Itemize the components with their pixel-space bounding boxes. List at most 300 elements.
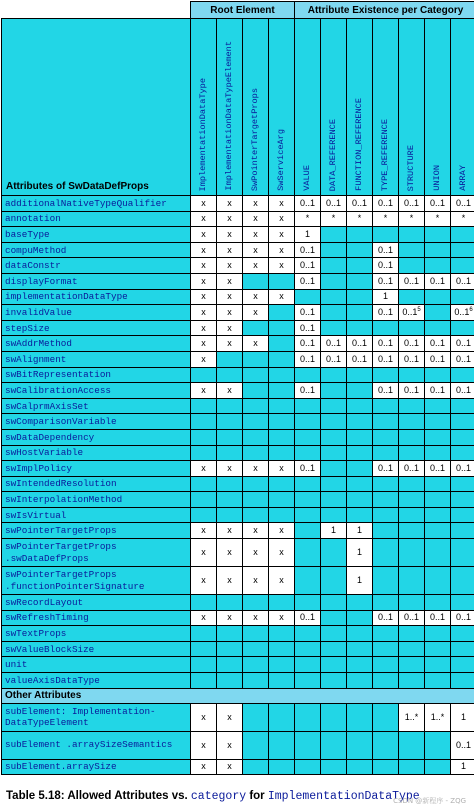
- table-cell: [243, 211, 269, 227]
- root-column-header: [191, 19, 217, 196]
- table-cell: [269, 673, 295, 689]
- cell-value: x: [201, 711, 206, 722]
- table-cell: [191, 336, 217, 352]
- attribute-name: stepSize: [2, 320, 191, 336]
- table-cell: [399, 211, 425, 227]
- table-cell: [191, 476, 217, 492]
- table-cell: [217, 641, 243, 657]
- table-cell: [373, 641, 399, 657]
- cell-value: 0..1: [430, 384, 446, 395]
- table-cell: [373, 320, 399, 336]
- table-cell: [295, 258, 321, 274]
- table-cell: [425, 507, 451, 523]
- cell-value: 0..1: [352, 353, 368, 364]
- table-cell: [347, 539, 373, 567]
- table-cell: [243, 445, 269, 461]
- attribute-name: swPointerTargetProps .functionPointerSignature: [2, 567, 191, 595]
- table-cell: [399, 567, 425, 595]
- table-cell: [295, 367, 321, 383]
- table-cell: [269, 320, 295, 336]
- table-cell: [451, 461, 474, 477]
- table-cell: [347, 476, 373, 492]
- table-cell: [321, 492, 347, 508]
- table-cell: [373, 305, 399, 321]
- table-cell: [425, 429, 451, 445]
- table-cell: [399, 227, 425, 243]
- cell-value: x: [253, 291, 258, 302]
- table-cell: [451, 539, 474, 567]
- table-row: [2, 336, 474, 352]
- table-cell: [295, 320, 321, 336]
- table-cell: [217, 211, 243, 227]
- table-cell: [243, 626, 269, 642]
- cell-value: x: [201, 761, 206, 772]
- root-column-header: [217, 19, 243, 196]
- table-cell: [399, 336, 425, 352]
- attribute-name: swCalprmAxisSet: [2, 398, 191, 414]
- table-cell: [191, 320, 217, 336]
- table-cell: [425, 242, 451, 258]
- table-cell: [347, 492, 373, 508]
- category-column-label: DATA_REFERENCE: [328, 118, 339, 191]
- cell-value: 0..1: [456, 384, 472, 395]
- table-cell: [191, 383, 217, 399]
- table-cell: [217, 367, 243, 383]
- root-column-label: SwPointerTargetProps: [250, 87, 260, 191]
- table-row: [2, 305, 474, 321]
- cell-value: 0..1: [456, 462, 472, 473]
- cell-value: *: [383, 213, 388, 224]
- attribute-name: invalidValue: [2, 305, 191, 321]
- table-cell: [373, 383, 399, 399]
- table-cell: [425, 703, 451, 731]
- category-column-label: TYPE_REFERENCE: [380, 118, 391, 191]
- cell-value: 0..1: [326, 338, 342, 349]
- cell-value: 0..1: [404, 353, 420, 364]
- cell-value: 0..1: [378, 275, 394, 286]
- table-cell: [347, 414, 373, 430]
- caption-prefix: Table 5.18: Allowed Attributes vs.: [6, 790, 188, 802]
- category-column-label: UNION: [432, 165, 443, 191]
- table-cell: [373, 657, 399, 673]
- table-cell: [321, 595, 347, 611]
- attribute-name: displayFormat: [2, 273, 191, 289]
- cell-value: x: [279, 462, 284, 473]
- table-cell: [269, 414, 295, 430]
- root-column-label: SwServiceArg: [276, 129, 286, 191]
- cell-value: 0..1: [378, 612, 394, 623]
- table-cell: [295, 703, 321, 731]
- table-cell: [243, 539, 269, 567]
- table-row: [2, 211, 474, 227]
- table-row: [2, 429, 474, 445]
- cell-value: x: [201, 525, 206, 536]
- table-cell: [321, 273, 347, 289]
- table-row: [2, 414, 474, 430]
- cell-value: x: [227, 547, 232, 558]
- table-cell: [425, 641, 451, 657]
- cell-value: x: [279, 612, 284, 623]
- table-cell: [321, 211, 347, 227]
- table-cell: [347, 227, 373, 243]
- caption-code-type: ImplementationDataType: [267, 790, 420, 803]
- table-cell: [295, 383, 321, 399]
- table-cell: [399, 429, 425, 445]
- table-cell: [373, 461, 399, 477]
- cell-value: x: [253, 575, 258, 586]
- table-cell: [321, 476, 347, 492]
- table-cell: [347, 567, 373, 595]
- cell-value: 1: [383, 291, 389, 302]
- table-cell: [451, 383, 474, 399]
- cell-value: 0..1: [456, 739, 472, 750]
- cell-value: x: [253, 213, 258, 224]
- cell-value: x: [279, 525, 284, 536]
- table-cell: [347, 429, 373, 445]
- table-cell: [399, 610, 425, 626]
- table-cell: [243, 610, 269, 626]
- cell-value: 0..1: [300, 338, 316, 349]
- table-cell: [321, 305, 347, 321]
- table-cell: [191, 567, 217, 595]
- table-cell: [425, 445, 451, 461]
- table-cell: [347, 673, 373, 689]
- table-cell: [243, 523, 269, 539]
- table-cell: [295, 273, 321, 289]
- table-cell: [425, 567, 451, 595]
- table-cell: [191, 595, 217, 611]
- cell-value: 0..1: [352, 197, 368, 208]
- table-cell: [217, 626, 243, 642]
- table-cell: [451, 429, 474, 445]
- table-cell: [217, 492, 243, 508]
- table-row: [2, 367, 474, 383]
- category-column-header: [295, 19, 321, 196]
- cell-value: 1: [305, 228, 311, 239]
- table-cell: [451, 351, 474, 367]
- table-cell: [269, 398, 295, 414]
- attribute-name: swIsVirtual: [2, 507, 191, 523]
- table-cell: [451, 610, 474, 626]
- cell-value: 0..1: [430, 338, 446, 349]
- cell-value: x: [227, 384, 232, 395]
- table-cell: [191, 289, 217, 305]
- table-cell: [191, 523, 217, 539]
- cell-value: x: [253, 462, 258, 473]
- table-cell: [425, 759, 451, 775]
- table-cell: [399, 539, 425, 567]
- table-row: [2, 673, 474, 689]
- table-cell: [399, 476, 425, 492]
- table-cell: [243, 476, 269, 492]
- table-cell: [399, 383, 425, 399]
- table-cell: [243, 351, 269, 367]
- table-cell: [321, 567, 347, 595]
- table-cell: [399, 196, 425, 212]
- table-cell: [451, 492, 474, 508]
- table-cell: [217, 336, 243, 352]
- table-cell: [295, 523, 321, 539]
- attributes-table-container: [1, 1, 474, 775]
- attribute-name: additionalNativeTypeQualifier: [2, 196, 191, 212]
- table-cell: [191, 461, 217, 477]
- table-cell: [373, 196, 399, 212]
- table-row: [2, 289, 474, 305]
- table-cell: [243, 731, 269, 759]
- table-cell: [425, 595, 451, 611]
- table-cell: [373, 703, 399, 731]
- attribute-name: subElement.arraySize: [2, 759, 191, 775]
- table-cell: [451, 414, 474, 430]
- table-cell: [399, 673, 425, 689]
- table-cell: [451, 703, 474, 731]
- table-cell: [373, 539, 399, 567]
- cell-value: x: [201, 197, 206, 208]
- cell-value: x: [253, 525, 258, 536]
- table-cell: [295, 507, 321, 523]
- table-cell: [243, 641, 269, 657]
- table-cell: [269, 523, 295, 539]
- table-cell: [399, 657, 425, 673]
- table-cell: [425, 673, 451, 689]
- table-row: [2, 507, 474, 523]
- table-cell: [295, 731, 321, 759]
- cell-value: x: [279, 575, 284, 586]
- table-cell: [425, 305, 451, 321]
- cell-value: 1..*: [430, 711, 445, 722]
- table-cell: [269, 567, 295, 595]
- attribute-name: swImplPolicy: [2, 461, 191, 477]
- cell-value: x: [279, 260, 284, 271]
- table-cell: [399, 731, 425, 759]
- table-cell: [269, 336, 295, 352]
- table-cell: [243, 289, 269, 305]
- cell-value: 1..*: [404, 711, 419, 722]
- table-cell: [295, 657, 321, 673]
- attribute-name: baseType: [2, 227, 191, 243]
- table-cell: [321, 461, 347, 477]
- table-cell: [347, 610, 373, 626]
- table-row: [2, 703, 474, 731]
- cell-value: 0..1: [326, 197, 342, 208]
- table-cell: [399, 759, 425, 775]
- table-row: [2, 641, 474, 657]
- table-cell: [295, 476, 321, 492]
- table-cell: [295, 351, 321, 367]
- cell-value: 0..1: [456, 275, 472, 286]
- category-column-label: FUNCTION_REFERENCE: [354, 98, 365, 191]
- table-cell: [399, 398, 425, 414]
- cell-value: 0..1: [430, 462, 446, 473]
- cell-value: 0..1: [430, 353, 446, 364]
- table-cell: [243, 492, 269, 508]
- table-cell: [321, 523, 347, 539]
- attribute-name: subElement .arraySizeSemantics: [2, 731, 191, 759]
- table-cell: [451, 320, 474, 336]
- cell-value: 1: [357, 547, 363, 558]
- attribute-name: swPointerTargetProps: [2, 523, 191, 539]
- cell-value: x: [227, 761, 232, 772]
- cell-value: 0..1: [300, 353, 316, 364]
- table-cell: [269, 461, 295, 477]
- cell-value: 0..1: [300, 260, 316, 271]
- table-cell: [425, 731, 451, 759]
- table-cell: [217, 567, 243, 595]
- table-cell: [425, 320, 451, 336]
- table-cell: [425, 273, 451, 289]
- attribute-name: implementationDataType: [2, 289, 191, 305]
- table-cell: [425, 539, 451, 567]
- table-cell: [295, 492, 321, 508]
- table-cell: [321, 336, 347, 352]
- table-cell: [217, 351, 243, 367]
- table-cell: [321, 673, 347, 689]
- table-cell: [191, 445, 217, 461]
- table-cell: [295, 227, 321, 243]
- table-cell: [243, 305, 269, 321]
- table-cell: [399, 258, 425, 274]
- table-cell: [347, 626, 373, 642]
- cell-value: 0..1: [456, 338, 472, 349]
- cell-value: 1: [461, 711, 467, 722]
- attribute-name: swCalibrationAccess: [2, 383, 191, 399]
- table-cell: [321, 445, 347, 461]
- table-cell: [269, 289, 295, 305]
- cell-value: x: [253, 244, 258, 255]
- table-cell: [399, 492, 425, 508]
- table-cell: [373, 211, 399, 227]
- table-cell: [347, 461, 373, 477]
- table-row: [2, 242, 474, 258]
- table-cell: [243, 567, 269, 595]
- cell-value: 0..1: [352, 338, 368, 349]
- cell-value: x: [201, 384, 206, 395]
- table-cell: [295, 429, 321, 445]
- cell-value: 0..1: [454, 306, 470, 317]
- table-cell: [425, 336, 451, 352]
- cell-value: 0..1: [378, 462, 394, 473]
- cell-value: x: [279, 213, 284, 224]
- table-cell: [321, 227, 347, 243]
- table-cell: [217, 414, 243, 430]
- table-cell: [399, 289, 425, 305]
- table-cell: [217, 242, 243, 258]
- cell-value: x: [227, 462, 232, 473]
- attribute-name: swComparisonVariable: [2, 414, 191, 430]
- table-cell: [217, 305, 243, 321]
- cell-value: x: [279, 228, 284, 239]
- table-cell: [191, 703, 217, 731]
- table-cell: [269, 273, 295, 289]
- cell-value: x: [253, 338, 258, 349]
- table-cell: [399, 523, 425, 539]
- table-cell: [295, 626, 321, 642]
- table-cell: [243, 273, 269, 289]
- table-cell: [373, 595, 399, 611]
- table-cell: [269, 196, 295, 212]
- table-cell: [373, 398, 399, 414]
- table-cell: [451, 196, 474, 212]
- root-column-label: ImplementationDataType: [198, 77, 208, 191]
- table-cell: [217, 759, 243, 775]
- table-cell: [295, 539, 321, 567]
- table-cell: [243, 367, 269, 383]
- table-row: [2, 567, 474, 595]
- table-cell: [269, 305, 295, 321]
- table-cell: [373, 351, 399, 367]
- cell-value: x: [279, 547, 284, 558]
- table-cell: [243, 595, 269, 611]
- cell-value: x: [201, 739, 206, 750]
- table-cell: [243, 429, 269, 445]
- table-cell: [373, 258, 399, 274]
- table-cell: [347, 211, 373, 227]
- table-cell: [425, 227, 451, 243]
- table-cell: [347, 383, 373, 399]
- cell-value: 1: [357, 525, 363, 536]
- cell-value: 0..1: [456, 612, 472, 623]
- table-row: [2, 196, 474, 212]
- table-cell: [425, 211, 451, 227]
- table-row: [2, 351, 474, 367]
- table-cell: [269, 641, 295, 657]
- table-row: [2, 539, 474, 567]
- table-cell: [269, 258, 295, 274]
- table-cell: [295, 196, 321, 212]
- table-cell: [373, 610, 399, 626]
- table-cell: [217, 595, 243, 611]
- table-cell: [399, 351, 425, 367]
- table-cell: [269, 211, 295, 227]
- table-cell: [217, 289, 243, 305]
- table-cell: [269, 383, 295, 399]
- corner-blank: [2, 2, 191, 19]
- attribute-name: swRefreshTiming: [2, 610, 191, 626]
- cell-value: *: [331, 213, 336, 224]
- table-cell: [191, 196, 217, 212]
- category-column-header: [451, 19, 474, 196]
- table-cell: [217, 539, 243, 567]
- table-cell: [373, 445, 399, 461]
- table-cell: [217, 273, 243, 289]
- table-cell: [217, 429, 243, 445]
- table-cell: [217, 258, 243, 274]
- cell-value: *: [357, 213, 362, 224]
- table-cell: [321, 626, 347, 642]
- table-cell: [373, 289, 399, 305]
- cell-value: x: [227, 306, 232, 317]
- category-column-label: STRUCTURE: [406, 144, 417, 191]
- root-column-header: [243, 19, 269, 196]
- table-cell: [191, 673, 217, 689]
- table-cell: [451, 567, 474, 595]
- table-cell: [295, 641, 321, 657]
- cell-value: x: [201, 612, 206, 623]
- attribute-name: swHostVariable: [2, 445, 191, 461]
- table-row: [2, 610, 474, 626]
- cell-value: x: [201, 213, 206, 224]
- table-cell: [347, 273, 373, 289]
- table-cell: [269, 242, 295, 258]
- cell-value: x: [201, 275, 206, 286]
- table-cell: [347, 523, 373, 539]
- table-cell: [399, 507, 425, 523]
- table-cell: [269, 492, 295, 508]
- cell-value: 0..1: [300, 384, 316, 395]
- table-cell: [347, 351, 373, 367]
- table-cell: [321, 429, 347, 445]
- table-cell: [321, 759, 347, 775]
